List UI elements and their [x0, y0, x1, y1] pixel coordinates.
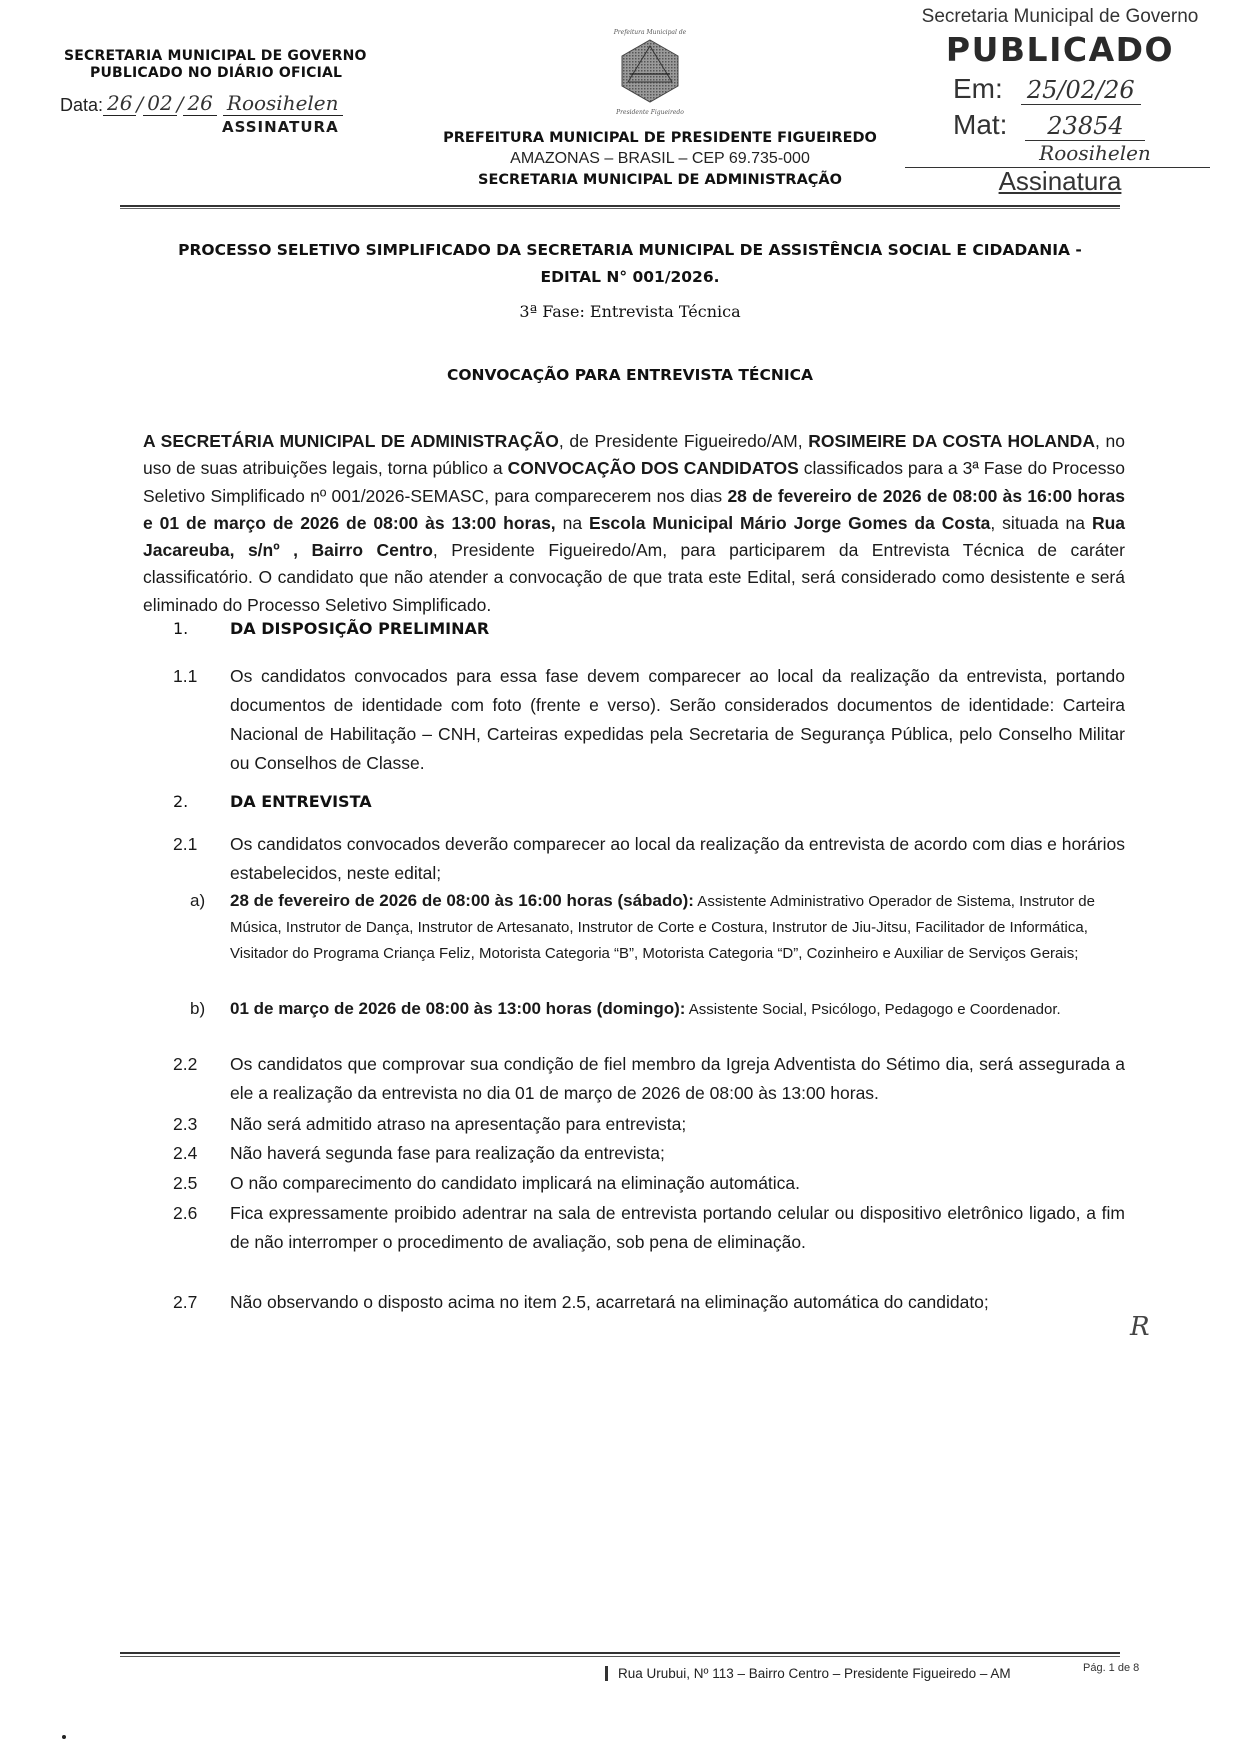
intro-text: , no uso de suas atribuições legais, torna público a — [143, 431, 1125, 479]
intro-text: Escola Municipal Mário Jorge Gomes da Costa — [589, 512, 991, 533]
convocation-title: CONVOCAÇÃO PARA ENTREVISTA TÉCNICA — [447, 366, 813, 384]
letterhead — [410, 130, 910, 188]
item-text: Os candidatos que comprovar sua condição de fiel membro da Igreja Adventista do Sétimo dia, será assegurada a ele a realização da entrevista no dia 01 de março de 2026 de 08:00 às 13:00 horas. — [230, 1054, 1125, 1103]
sub-item-text: Assistente Social, Psicólogo, Pedagogo e Coordenador. — [685, 1001, 1061, 1018]
item-text: Os candidatos convocados para essa fase devem comparecer ao local da realização da entrevista, portando documentos de identidade com foto (frente e verso). Serão considerados documentos de identidade: Carteira Nacional de Habilitação – CNH, Carteiras expedidas pela Secretaria de Segurança Pública, pelo Conselho Militar ou Conselhos de Classe. — [230, 666, 1125, 773]
em-label: Em: — [953, 73, 1003, 104]
section-heading — [173, 619, 489, 638]
intro-text: , Presidente Figueiredo/Am, para participarem da Entrevista Técnica de caráter classificatório. O candidato que não atender a convocação de que trata este Edital, será considerado como desistente e será eliminado do Processo Seletivo Simplificado. — [143, 540, 1125, 615]
date-label: Data: — [60, 95, 104, 115]
title-line-1: PROCESSO SELETIVO SIMPLIFICADO DA SECRETARIA MUNICIPAL DE ASSISTÊNCIA SOCIAL E CIDADANIA - — [178, 241, 1082, 259]
title-line-2: EDITAL N° 001/2026. — [540, 268, 720, 286]
item-number: 2.4 — [173, 1143, 198, 1163]
item-text: O não comparecimento do candidato implicará na eliminação automática. — [230, 1173, 801, 1193]
intro-text: A SECRETÁRIA MUNICIPAL DE ADMINISTRAÇÃO — [143, 431, 559, 451]
stamp-status: PUBLICADO — [945, 30, 1175, 69]
svg-text:Prefeitura Municipal de: Prefeitura Municipal de — [613, 29, 687, 36]
item-number: 2.1 — [173, 834, 198, 854]
handwritten-signature: Roosihelen — [223, 91, 343, 116]
footer-address: Rua Urubui, Nº 113 – Bairro Centro – Presidente Figueiredo – AM — [605, 1666, 1011, 1681]
footer-divider — [120, 1652, 1120, 1657]
intro-text: CONVOCAÇÃO DOS CANDIDATOS — [507, 458, 799, 479]
phase-subtitle: 3ª Fase: Entrevista Técnica — [519, 302, 741, 321]
section-title: DA ENTREVISTA — [230, 792, 372, 811]
item-number: 2.2 — [173, 1054, 198, 1074]
stamp-secretaria: Secretaria Municipal de Governo — [921, 6, 1199, 27]
page-number: Pág. 1 de 8 — [1083, 1662, 1140, 1674]
list-item — [173, 1110, 1125, 1139]
sub-item-letter: a) — [190, 891, 206, 910]
date-month: 02 — [143, 91, 176, 116]
prefeitura-name: PREFEITURA MUNICIPAL DE PRESIDENTE FIGUEIREDO — [443, 130, 877, 146]
scan-mark — [62, 1735, 66, 1739]
prefeitura-address: AMAZONAS – BRASIL – CEP 69.735-000 — [510, 150, 810, 167]
section-number: 2. — [173, 792, 189, 811]
intro-text: classificados para a 3ª Fase do Processo Seletivo Simplificado nº 001/2026-SEMASC, para comparecerem nos dias — [143, 458, 1125, 506]
stamp-date-row: Data: 26 / 02 / 26 Roosihelen — [60, 91, 420, 116]
intro-text: , situada na — [990, 512, 1092, 533]
item-text: Não observando o disposto acima no item 2.5, acarretará na eliminação automática do candidato; — [230, 1292, 989, 1312]
list-item — [173, 1288, 1125, 1317]
list-item — [173, 1050, 1125, 1108]
sub-item-letter: b) — [190, 999, 206, 1018]
list-item — [173, 1139, 1125, 1168]
list-item — [173, 830, 1125, 888]
date-year: 26 — [183, 91, 216, 116]
item-number: 2.3 — [173, 1114, 198, 1134]
document-title — [120, 237, 1140, 291]
sub-item — [190, 888, 1125, 967]
stamp-em-row — [905, 73, 1215, 105]
section-heading — [173, 792, 372, 811]
list-item — [173, 1199, 1125, 1257]
intro-paragraph — [143, 428, 1125, 619]
stamp-secretaria-label: SECRETARIA MUNICIPAL DE GOVERNO — [64, 48, 367, 64]
item-number: 2.6 — [173, 1203, 198, 1223]
em-value: 25/02/26 — [1021, 76, 1141, 105]
header-divider — [120, 205, 1120, 209]
mat-label: Mat: — [953, 109, 1008, 140]
item-number: 1.1 — [173, 666, 198, 686]
handwritten-initials: R — [1130, 1312, 1150, 1342]
date-day: 26 — [103, 91, 136, 116]
intro-text: ROSIMEIRE DA COSTA HOLANDA — [808, 431, 1095, 451]
item-number: 2.5 — [173, 1173, 198, 1193]
sub-item-text: Assistente Administrativo Operador de Sistema, Instrutor de Música, Instrutor de Dança, Instrutor de Artesanato, Instrutor de Corte e Costura, Instrutor de Jiu-Jitsu, Facilitador de Informática, Visitador do Programa Criança Feliz, Motorista Categoria “B”, Motorista Categoria “D”, Cozinheiro e Auxiliar de Serviços Gerais; — [230, 893, 1095, 962]
sub-item-date: 28 de fevereiro de 2026 de 08:00 às 16:00 horas (sábado): — [230, 891, 694, 910]
item-text: Fica expressamente proibido adentrar na sala de entrevista portando celular ou dispositivo eletrônico ligado, a fim de não interromper o procedimento de avaliação, sob pena de eliminação. — [230, 1203, 1125, 1252]
intro-text: 28 de fevereiro de 2026 de 08:00 às 16:00 horas e 01 de março de 2026 de 08:00 às 13:00 horas, — [143, 485, 1125, 533]
list-item — [173, 662, 1125, 778]
section-number: 1. — [173, 619, 189, 638]
signature-label: ASSINATURA — [222, 118, 339, 136]
stamp-mat-row — [905, 109, 1215, 141]
item-text: Os candidatos convocados deverão comparecer ao local da realização da entrevista de acordo com dias e horários estabelecidos, neste edital; — [230, 834, 1125, 883]
intro-text: Rua Jacareuba, s/nº , Bairro Centro — [143, 512, 1125, 561]
item-number: 2.7 — [173, 1292, 198, 1312]
publication-stamp-left — [60, 48, 420, 136]
sub-item — [190, 996, 1125, 1023]
intro-text: na — [555, 512, 590, 533]
item-text: Não será admitido atraso na apresentação para entrevista; — [230, 1114, 687, 1134]
section-title: DA DISPOSIÇÃO PRELIMINAR — [230, 619, 490, 638]
municipal-crest-icon — [602, 22, 698, 118]
signature-label-right: Assinatura — [998, 166, 1122, 196]
handwritten-signature-right: Roosihelen — [1039, 141, 1151, 165]
list-item — [173, 1169, 1125, 1198]
svg-text:Presidente Figueiredo: Presidente Figueiredo — [616, 109, 684, 116]
sub-item-date: 01 de março de 2026 de 08:00 às 13:00 horas (domingo): — [230, 999, 686, 1018]
item-text: Não haverá segunda fase para realização da entrevista; — [230, 1143, 665, 1163]
stamp-diario-label: PUBLICADO NO DIÁRIO OFICIAL — [90, 65, 343, 81]
intro-text: , de Presidente Figueiredo/AM, — [558, 431, 809, 451]
publication-stamp-right — [905, 6, 1215, 197]
mat-value: 23854 — [1025, 112, 1145, 141]
secretaria-name: SECRETARIA MUNICIPAL DE ADMINISTRAÇÃO — [478, 172, 842, 188]
